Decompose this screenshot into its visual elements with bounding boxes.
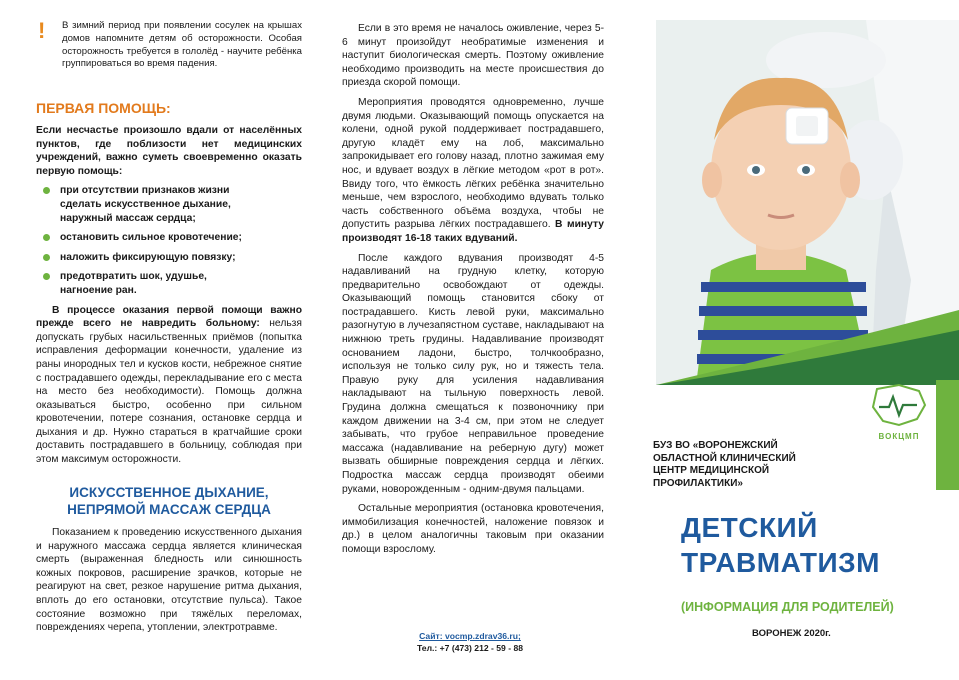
first-aid-list: [40, 184, 255, 297]
org-line: ПРОФИЛАКТИКИ»: [653, 477, 743, 489]
org-line: ЦЕНТР МЕДИЦИНСКОЙ: [653, 465, 770, 476]
paragraph-text: Мероприятия проводятся одновременно, лучше двумя людьми. Оказывающий помощь опускается на колени, одной рукой поддерживает пострадавшего, другую кладёт ему на лоб, максимально запрокидывает его голову назад, плотно зажимая ему нос, и вдувает воздух в лёгкие методом «рот в рот». Ввиду того, что ёмкость лёгких ребёнка значительно меньше, чем взрослого, необходимо вдувать только часть собственного объёма воздуха, чтобы не допустить разрыва лёгких пострадавшего.: [342, 96, 604, 231]
do-no-harm-paragraph: [36, 304, 302, 467]
first-aid-heading: ПЕРВАЯ ПОМОЩЬ:: [36, 100, 171, 116]
do-no-harm-lead: В процессе оказания первой помощи важно прежде всего не навредить больному:: [36, 304, 302, 330]
green-swoosh-decoration: [656, 310, 959, 385]
paragraph: Остальные мероприятия (остановка кровотечения, иммобилизация конечностей, наложение повязок и др.) в целом аналогичны таковым при оказании помощи взрослому.: [342, 503, 604, 555]
left-column: [0, 0, 320, 680]
document-subtitle: (ИНФОРМАЦИЯ ДЛЯ РОДИТЕЛЕЙ): [681, 600, 894, 614]
cpr-heading-line2: НЕПРЯМОЙ МАССАЖ СЕРДЦА: [67, 502, 271, 517]
list-item: остановить сильное кровотечение;: [40, 231, 255, 245]
logo-text: ВОКЦМП: [878, 432, 920, 441]
org-line: ОБЛАСТНОЙ КЛИНИЧЕСКИЙ: [653, 452, 796, 464]
first-aid-section: [36, 100, 302, 467]
cpr-heading-line1: ИСКУССТВЕННОЕ ДЫХАНИЕ,: [69, 485, 269, 500]
cpr-instructions: [342, 22, 604, 557]
first-aid-intro: Если несчастье произошло вдали от населённых пунктов, где поблизости нет медицинских учреждений, важно суметь своевременно оказать первую помощь:: [36, 125, 302, 177]
cpr-section: [36, 484, 302, 635]
middle-column: [320, 0, 636, 680]
do-no-harm-text: нельзя допускать грубых насильственных приёмов (попытка исправления деформации конечности, удаление из раны инородных тел и кусков кости, небрежное снятие с пострадавшего одежды, перекладывание его с места на место без необходимости). Помощь должна оказываться быстро, особенно при сильном кровотечении, потере сознания, остановке сердца и дыхания и др. Нужно стараться в кратчайшие сроки доставить пострадавшего в больницу, соблюдая при этом максимум осторожности.: [36, 318, 302, 466]
exclamation-icon: !: [38, 18, 46, 43]
list-item: при отсутствии признаков жизни сделать искусственное дыхание, наружный массаж сердца;: [40, 184, 255, 225]
cover-photo: [656, 20, 959, 385]
document-title: [681, 510, 880, 580]
cpr-heading: [36, 484, 302, 518]
paragraph: [342, 96, 604, 246]
organization-name: [653, 440, 823, 490]
contacts-footer: [320, 630, 620, 654]
title-line1: ДЕТСКИЙ: [681, 512, 818, 543]
region-map-logo-icon: [869, 383, 929, 427]
phone-number: Тел.: +7 (473) 212 - 59 - 88: [416, 643, 524, 653]
paragraph: После каждого вдувания производят 4-5 надавливаний на грудную клетку, которую предварительно освобождают от одежды. Оказывающий помощь становится сбоку от пострадавшего. Кисть левой руки, максимально разогнутую в лучезапястном суставе, накладывают на нижнюю треть грудины. Надавливание производят основанием ладони, быстро, толчкообразно, используя не только силу рук, но и тяжесть тела. Правую руку для усиления надавливания накладывают на тыльную поверхность левой. Грудина должна смещаться к позвоночнику при каждом движении на 3-4 см, при этом не следует забывать, что грубое неправильное проведение массажа (надавливание на реберную дугу) может вызвать обширные повреждения сердца и лёгких. Подростка массаж сердца производят обеими руками, новорожденным - одним-двумя пальцами.: [342, 252, 604, 495]
city-year: ВОРОНЕЖ 2020г.: [752, 628, 831, 639]
vokcmp-logo: [869, 383, 929, 443]
warning-text: В зимний период при появлении сосулек на крышах домов напомните детям об осторожности. Особая осторожность требуется в гололёд - научите ребёнка группироваться во время падения.: [62, 20, 302, 70]
org-line: БУЗ ВО «ВОРОНЕЖСКИЙ: [653, 440, 778, 451]
website-link[interactable]: Сайт: vocmp.zdrav36.ru;: [419, 631, 521, 641]
list-item: предотвратить шок, удушье, нагноение ран.: [40, 270, 255, 297]
green-side-strip: [936, 380, 959, 490]
cpr-text: Показанием к проведению искусственного дыхания и наружного массажа сердца является клиническая смерть (выраженная бледность или синюшность кожных покровов, расширение зрачков, которые не реагируют на свет, резкое нарушение ритма дыхания, вплоть до его остановки, отсутствие пульса). Такое состояние возможно при тяжёлых переломах, повреждениях черепа, утоплении, электротравме.: [36, 527, 302, 634]
paragraph: Если в это время не началось оживление, через 5-6 минут произойдут необратимые изменения и наступит биологическая смерть. Поэтому оживление необходимо производить на месте происшествия до приезда скорой помощи.: [342, 23, 604, 89]
warning-note: [40, 20, 302, 71]
list-item: наложить фиксирующую повязку;: [40, 251, 255, 265]
title-line2: ТРАВМАТИЗМ: [681, 547, 881, 578]
paragraph-emphasis: В минуту производят 16-18 таких вдуваний.: [342, 219, 604, 244]
